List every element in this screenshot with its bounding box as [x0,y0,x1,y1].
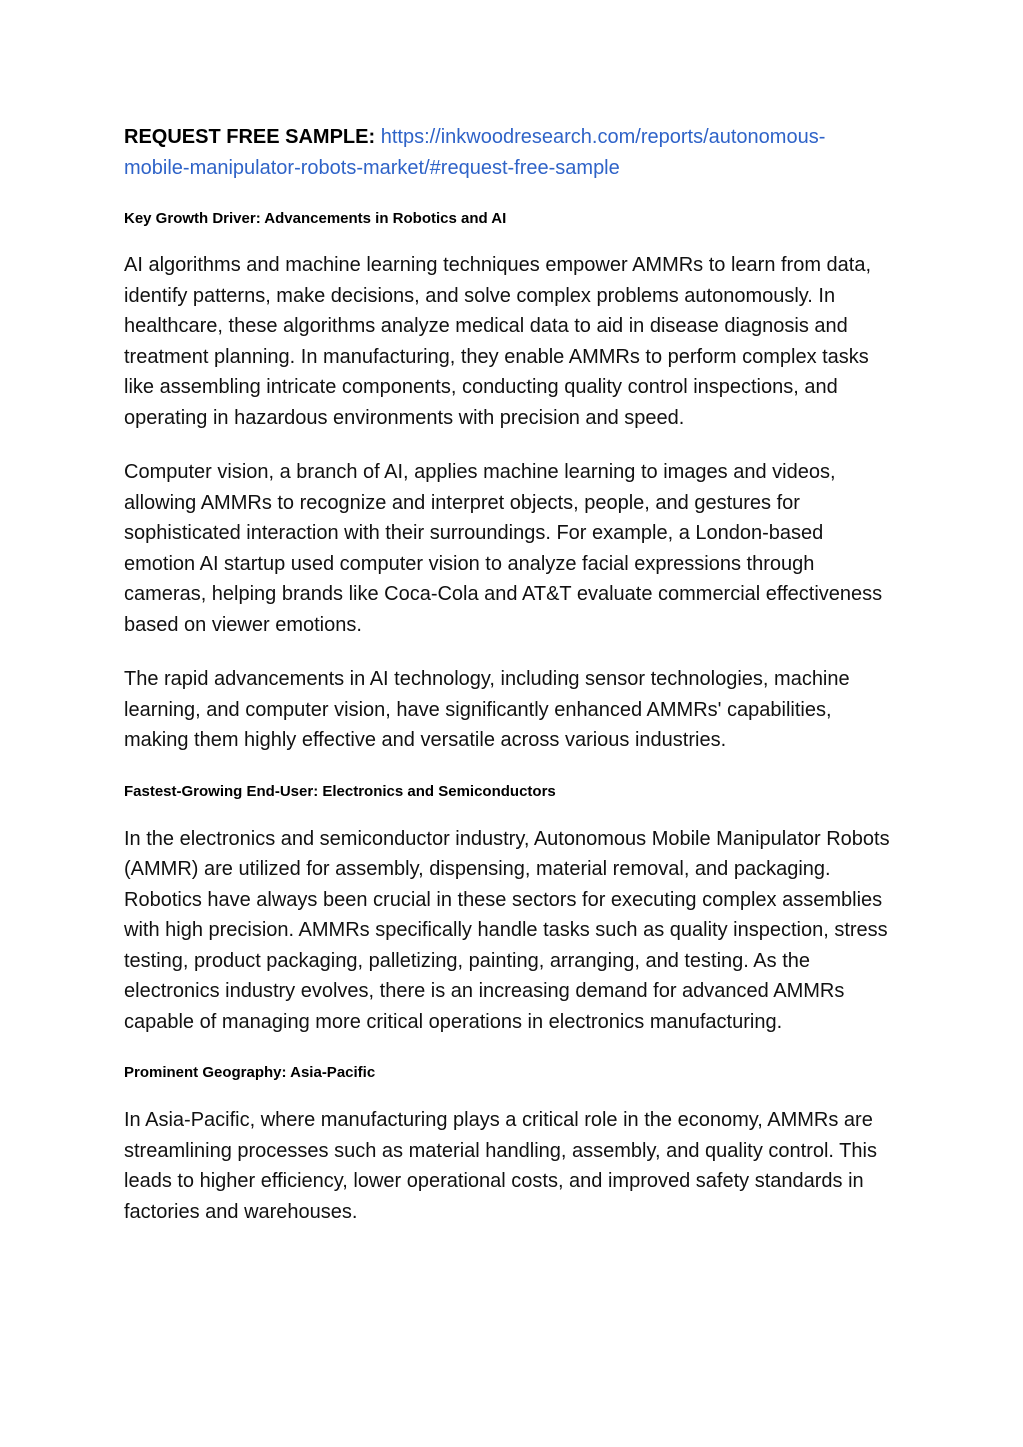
paragraph-asia-pacific: In Asia-Pacific, where manufacturing plays a critical role in the economy, AMMRs are streamlining processes such as material handling, assembly, and quality control. This leads to higher efficiency, lower operational costs, and improved safety standards in factories and warehouses. [124,1109,877,1223]
section-heading-geography: Prominent Geography: Asia-Pacific [124,1064,376,1081]
request-sample-label: REQUEST FREE SAMPLE: [124,126,376,148]
paragraph-electronics: In the electronics and semiconductor industry, Autonomous Mobile Manipulator Robots (AMMR) are utilized for assembly, dispensing, material removal, and packaging. Robotics have always been crucial in these sectors for executing complex assemblies with high precision. AMMRs specifically handle tasks such as quality inspection, stress testing, product packaging, palletizing, painting, arranging, and testing. As the electronics industry evolves, there is an increasing demand for advanced AMMRs capable of managing more critical operations in electronics manufacturing. [124,827,890,1033]
paragraph-computer-vision: Computer vision, a branch of AI, applies machine learning to images and videos, allowing AMMRs to recognize and interpret objects, people, and gestures for sophisticated interaction with their surroundings. For example, a London-based emotion AI startup used computer vision to analyze facial expressions through cameras, helping brands like Coca-Cola and AT&T evaluate commercial effectiveness based on viewer emotions. [124,461,883,636]
request-sample-line [124,122,899,184]
paragraph-ai-algorithms: AI algorithms and machine learning techniques empower AMMRs to learn from data, identify patterns, make decisions, and solve complex problems autonomously. In healthcare, these algorithms analyze medical data to aid in disease diagnosis and treatment planning. In manufacturing, they enable AMMRs to perform complex tasks like assembling intricate components, conducting quality control inspections, and operating in hazardous environments with precision and speed. [124,254,872,429]
document-content [124,122,899,1227]
paragraph-rapid-advancements: The rapid advancements in AI technology, including sensor technologies, machine learning, and computer vision, have significantly enhanced AMMRs' capabilities, making them highly effective and versatile across various industries. [124,668,850,751]
section-heading-growth-driver: Key Growth Driver: Advancements in Robotics and AI [124,210,507,227]
request-sample-link-line1[interactable]: https://inkwoodresearch.com/reports/autonomous- [380,126,826,148]
request-sample-link-line2[interactable]: mobile-manipulator-robots-market/#request-free-sample [124,157,620,179]
section-heading-end-user: Fastest-Growing End-User: Electronics and Semiconductors [124,782,556,800]
